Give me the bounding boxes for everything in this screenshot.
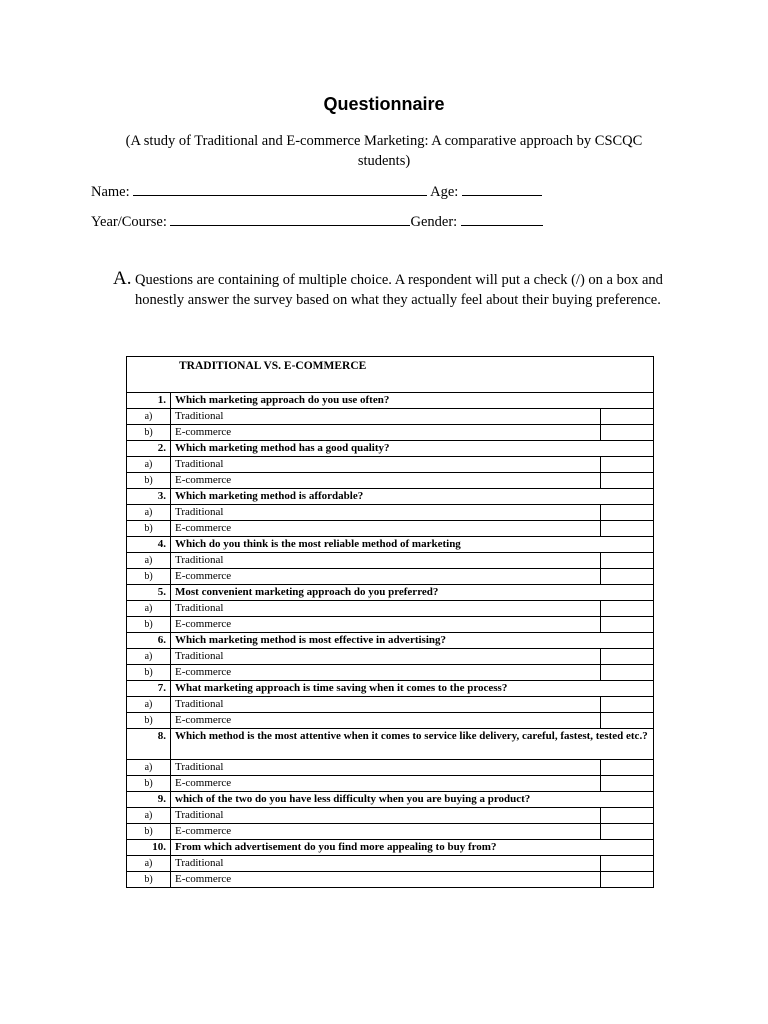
option-label-ecommerce: E-commerce (171, 569, 601, 585)
option-row (127, 649, 654, 665)
option-letter: a) (127, 457, 171, 473)
question-number: 8. (127, 729, 171, 760)
question-row (127, 681, 654, 697)
question-row (127, 729, 654, 760)
option-row (127, 601, 654, 617)
question-text: Which method is the most attentive when it comes to service like delivery, careful, fastest, tested etc.? (171, 729, 654, 760)
question-text: What marketing approach is time saving when it comes to the process? (171, 681, 654, 697)
option-row (127, 760, 654, 776)
year-gender-line (91, 211, 543, 231)
name-age-line (91, 181, 542, 201)
option-label-ecommerce: E-commerce (171, 521, 601, 537)
questionnaire-table (126, 356, 654, 888)
option-row (127, 521, 654, 537)
option-label-ecommerce: E-commerce (171, 473, 601, 489)
table-header: TRADITIONAL VS. E-COMMERCE (127, 357, 654, 393)
age-field[interactable] (462, 181, 542, 196)
check-box-traditional[interactable] (601, 505, 654, 521)
option-label-traditional: Traditional (171, 808, 601, 824)
option-label-traditional: Traditional (171, 601, 601, 617)
page-title: Questionnaire (323, 94, 445, 114)
check-box-ecommerce[interactable] (601, 776, 654, 792)
question-text: Which marketing method is affordable? (171, 489, 654, 505)
option-letter: b) (127, 824, 171, 840)
question-text: Which marketing method has a good quality? (171, 441, 654, 457)
check-box-ecommerce[interactable] (601, 473, 654, 489)
question-number: 10. (127, 840, 171, 856)
question-number: 6. (127, 633, 171, 649)
option-letter: a) (127, 409, 171, 425)
option-row (127, 697, 654, 713)
option-label-ecommerce: E-commerce (171, 776, 601, 792)
option-row (127, 808, 654, 824)
option-letter: a) (127, 601, 171, 617)
option-letter: b) (127, 569, 171, 585)
option-row (127, 457, 654, 473)
option-letter: b) (127, 665, 171, 681)
check-box-traditional[interactable] (601, 856, 654, 872)
option-label-traditional: Traditional (171, 649, 601, 665)
option-letter: b) (127, 425, 171, 441)
option-letter: a) (127, 649, 171, 665)
name-label: Name: (91, 184, 130, 200)
option-letter: b) (127, 776, 171, 792)
question-text: Which marketing approach do you use often? (171, 393, 654, 409)
check-box-traditional[interactable] (601, 601, 654, 617)
option-row (127, 856, 654, 872)
check-box-ecommerce[interactable] (601, 569, 654, 585)
check-box-traditional[interactable] (601, 760, 654, 776)
question-number: 1. (127, 393, 171, 409)
question-text: Which do you think is the most reliable method of marketing (171, 537, 654, 553)
option-label-ecommerce: E-commerce (171, 665, 601, 681)
question-number: 5. (127, 585, 171, 601)
option-row (127, 665, 654, 681)
section-instructions: Questions are containing of multiple choice. A respondent will put a check (/) on a box and honestly answer the survey based on what they actually feel about their buying preference. (135, 272, 663, 308)
option-label-ecommerce: E-commerce (171, 617, 601, 633)
question-row (127, 441, 654, 457)
option-label-traditional: Traditional (171, 505, 601, 521)
table-header-row (127, 357, 654, 393)
check-box-traditional[interactable] (601, 649, 654, 665)
question-text: Which marketing method is most effective in advertising? (171, 633, 654, 649)
option-label-ecommerce: E-commerce (171, 425, 601, 441)
option-label-ecommerce: E-commerce (171, 872, 601, 888)
question-row (127, 633, 654, 649)
option-row (127, 409, 654, 425)
check-box-ecommerce[interactable] (601, 665, 654, 681)
question-text: From which advertisement do you find more appealing to buy from? (171, 840, 654, 856)
option-label-traditional: Traditional (171, 697, 601, 713)
option-row (127, 553, 654, 569)
question-number: 3. (127, 489, 171, 505)
option-letter: b) (127, 872, 171, 888)
option-row (127, 473, 654, 489)
name-field[interactable] (133, 181, 427, 196)
option-label-traditional: Traditional (171, 856, 601, 872)
option-row (127, 569, 654, 585)
option-letter: a) (127, 856, 171, 872)
option-label-ecommerce: E-commerce (171, 713, 601, 729)
question-row (127, 840, 654, 856)
option-letter: b) (127, 617, 171, 633)
question-row (127, 489, 654, 505)
question-row (127, 792, 654, 808)
year-course-label: Year/Course: (91, 214, 167, 230)
question-number: 4. (127, 537, 171, 553)
question-row (127, 537, 654, 553)
option-letter: b) (127, 713, 171, 729)
question-text: which of the two do you have less difficulty when you are buying a product? (171, 792, 654, 808)
option-letter: b) (127, 521, 171, 537)
gender-field[interactable] (461, 211, 543, 226)
option-label-traditional: Traditional (171, 457, 601, 473)
option-row (127, 776, 654, 792)
option-row (127, 425, 654, 441)
check-box-ecommerce[interactable] (601, 713, 654, 729)
option-label-traditional: Traditional (171, 553, 601, 569)
option-letter: a) (127, 808, 171, 824)
option-row (127, 505, 654, 521)
option-label-traditional: Traditional (171, 760, 601, 776)
option-label-ecommerce: E-commerce (171, 824, 601, 840)
question-row (127, 585, 654, 601)
year-course-field[interactable] (170, 211, 410, 226)
question-number: 7. (127, 681, 171, 697)
check-box-ecommerce[interactable] (601, 824, 654, 840)
question-number: 9. (127, 792, 171, 808)
question-text: Most convenient marketing approach do you preferred? (171, 585, 654, 601)
section-letter: A. (113, 268, 132, 289)
option-letter: a) (127, 505, 171, 521)
age-label: Age: (430, 184, 459, 200)
check-box-traditional[interactable] (601, 553, 654, 569)
check-box-ecommerce[interactable] (601, 425, 654, 441)
page-subtitle: (A study of Traditional and E-commerce Marketing: A comparative approach by CSCQC students) (125, 133, 643, 169)
check-box-traditional[interactable] (601, 409, 654, 425)
option-letter: b) (127, 473, 171, 489)
question-number: 2. (127, 441, 171, 457)
option-row (127, 824, 654, 840)
check-box-ecommerce[interactable] (601, 521, 654, 537)
check-box-traditional[interactable] (601, 697, 654, 713)
check-box-ecommerce[interactable] (601, 872, 654, 888)
option-letter: a) (127, 553, 171, 569)
gender-label: Gender: (410, 214, 458, 230)
check-box-ecommerce[interactable] (601, 617, 654, 633)
option-letter: a) (127, 697, 171, 713)
check-box-traditional[interactable] (601, 457, 654, 473)
option-row (127, 872, 654, 888)
option-row (127, 713, 654, 729)
option-row (127, 617, 654, 633)
check-box-traditional[interactable] (601, 808, 654, 824)
option-label-traditional: Traditional (171, 409, 601, 425)
option-letter: a) (127, 760, 171, 776)
question-row (127, 393, 654, 409)
